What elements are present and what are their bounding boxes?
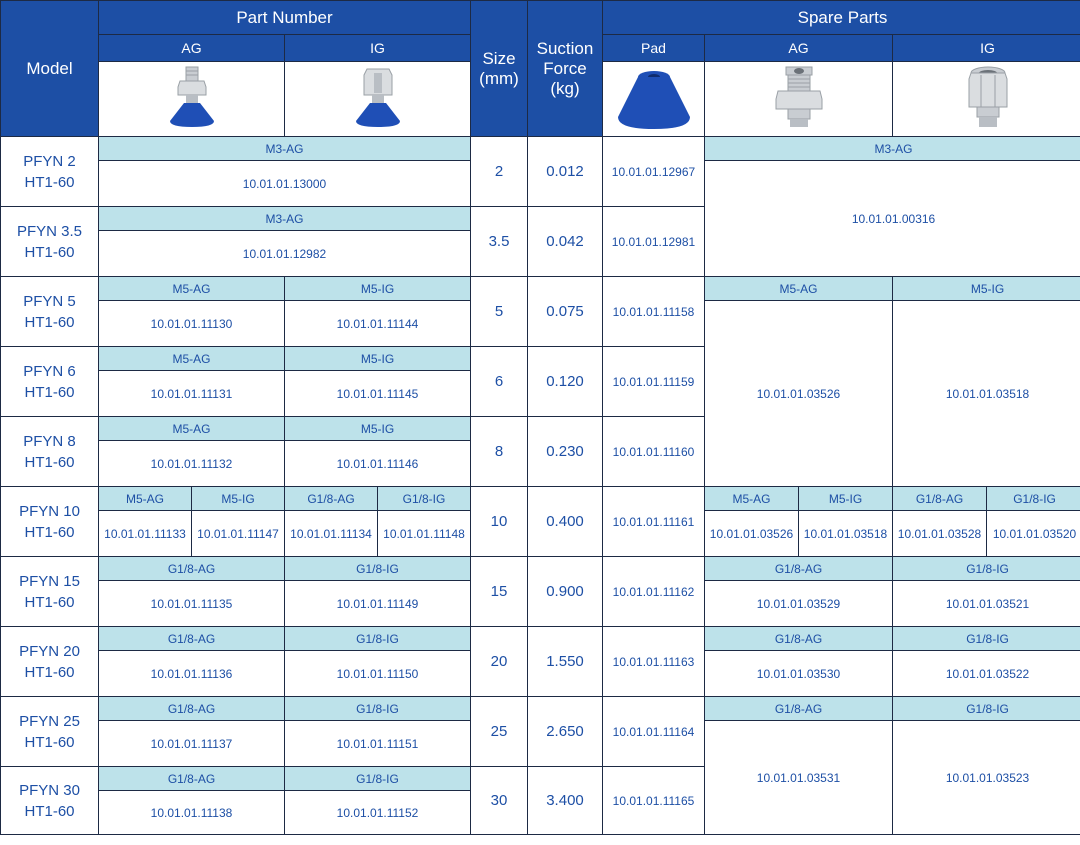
spare-label: M5-AG	[705, 277, 893, 301]
pad-number: 10.01.01.11159	[603, 347, 705, 417]
part-label: M5-IG	[285, 347, 471, 371]
model-cell: PFYN 3.5 HT1-60	[1, 207, 99, 277]
header-model: Model	[1, 1, 99, 137]
part-number: 10.01.01.11130	[99, 301, 285, 347]
header-pn-ig: IG	[285, 35, 471, 62]
model-cell: PFYN 8 HT1-60	[1, 417, 99, 487]
part-number: 10.01.01.11152	[285, 791, 471, 835]
model-cell: PFYN 2 HT1-60	[1, 137, 99, 207]
part-number: 10.01.01.11135	[99, 581, 285, 627]
size-cell: 6	[471, 347, 528, 417]
size-cell: 3.5	[471, 207, 528, 277]
part-number: 10.01.01.11151	[285, 721, 471, 767]
header-spare-parts: Spare Parts	[603, 1, 1080, 35]
force-cell: 3.400	[528, 767, 603, 835]
part-number: 10.01.01.11148	[378, 511, 471, 557]
spare-label: M5-IG	[799, 487, 893, 511]
part-label: G1/8-IG	[378, 487, 471, 511]
part-number: 10.01.01.11134	[285, 511, 378, 557]
spare-label: G1/8-IG	[893, 697, 1080, 721]
part-number: 10.01.01.11136	[99, 651, 285, 697]
ag-suction-cup-icon	[162, 65, 222, 133]
spare-number: 10.01.01.03528	[893, 511, 987, 557]
force-cell: 0.900	[528, 557, 603, 627]
part-label: G1/8-IG	[285, 557, 471, 581]
ig-suction-cup-icon	[348, 65, 408, 133]
spare-number: 10.01.01.03523	[893, 721, 1080, 835]
part-label: G1/8-IG	[285, 767, 471, 791]
part-label: M5-IG	[285, 277, 471, 301]
pad-number: 10.01.01.11163	[603, 627, 705, 697]
part-label: G1/8-AG	[285, 487, 378, 511]
size-cell: 10	[471, 487, 528, 557]
spare-ag-icon	[764, 65, 834, 133]
spare-number: 10.01.01.03518	[893, 301, 1080, 487]
header-part-number: Part Number	[99, 1, 471, 35]
spare-label: G1/8-AG	[893, 487, 987, 511]
size-cell: 20	[471, 627, 528, 697]
header-force-line-1: Suction	[536, 38, 594, 58]
part-label: M5-AG	[99, 347, 285, 371]
model-cell: PFYN 10 HT1-60	[1, 487, 99, 557]
spare-label: G1/8-AG	[705, 557, 893, 581]
part-label: M5-IG	[192, 487, 285, 511]
header-size-line-2: (mm)	[479, 68, 519, 88]
part-number: 10.01.01.11145	[285, 371, 471, 417]
force-cell: 0.075	[528, 277, 603, 347]
ig-suction-cup-image	[285, 62, 471, 137]
spare-number: 10.01.01.03521	[893, 581, 1080, 627]
spare-number: 10.01.01.03529	[705, 581, 893, 627]
size-cell: 2	[471, 137, 528, 207]
model-cell: PFYN 6 HT1-60	[1, 347, 99, 417]
part-label: M5-AG	[99, 487, 192, 511]
spare-label: G1/8-IG	[893, 557, 1080, 581]
spare-label: G1/8-IG	[987, 487, 1080, 511]
force-cell: 1.550	[528, 627, 603, 697]
part-label: G1/8-AG	[99, 767, 285, 791]
size-cell: 30	[471, 767, 528, 835]
header-size-line-1: Size	[482, 48, 516, 68]
spare-number: 10.01.01.03522	[893, 651, 1080, 697]
pad-number: 10.01.01.11164	[603, 697, 705, 767]
part-number: 10.01.01.11138	[99, 791, 285, 835]
spare-ag-image	[705, 62, 893, 137]
force-cell: 2.650	[528, 697, 603, 767]
model-cell: PFYN 15 HT1-60	[1, 557, 99, 627]
model-cell: PFYN 25 HT1-60	[1, 697, 99, 767]
spare-label: G1/8-AG	[705, 627, 893, 651]
header-force-line-2: Force	[543, 58, 587, 78]
part-number: 10.01.01.11131	[99, 371, 285, 417]
spare-number: 10.01.01.03520	[987, 511, 1080, 557]
part-number: 10.01.01.11144	[285, 301, 471, 347]
part-number: 10.01.01.11133	[99, 511, 192, 557]
part-number: 10.01.01.12982	[99, 231, 471, 277]
part-number: 10.01.01.11132	[99, 441, 285, 487]
ag-suction-cup-image	[99, 62, 285, 137]
part-label: M5-AG	[99, 277, 285, 301]
header-pad: Pad	[603, 35, 705, 62]
part-label: M5-AG	[99, 417, 285, 441]
part-number: 10.01.01.11146	[285, 441, 471, 487]
spare-label: M5-AG	[705, 487, 799, 511]
pad-image	[603, 62, 705, 137]
pad-number: 10.01.01.11160	[603, 417, 705, 487]
size-cell: 15	[471, 557, 528, 627]
pad-number: 10.01.01.11165	[603, 767, 705, 835]
part-number: 10.01.01.13000	[99, 161, 471, 207]
model-cell: PFYN 5 HT1-60	[1, 277, 99, 347]
part-number: 10.01.01.11150	[285, 651, 471, 697]
pad-number: 10.01.01.11162	[603, 557, 705, 627]
part-number: 10.01.01.11147	[192, 511, 285, 557]
pad-number: 10.01.01.11158	[603, 277, 705, 347]
part-label: G1/8-AG	[99, 697, 285, 721]
pad-number: 10.01.01.12981	[603, 207, 705, 277]
header-force-line-3: (kg)	[550, 78, 580, 98]
size-cell: 8	[471, 417, 528, 487]
part-label: G1/8-AG	[99, 557, 285, 581]
force-cell: 0.012	[528, 137, 603, 207]
part-label: G1/8-IG	[285, 627, 471, 651]
pad-number: 10.01.01.11161	[603, 487, 705, 557]
spare-label: M3-AG	[705, 137, 1080, 161]
header-size	[471, 1, 528, 137]
spare-number: 10.01.01.03526	[705, 511, 799, 557]
part-number: 10.01.01.11137	[99, 721, 285, 767]
pad-number: 10.01.01.12967	[603, 137, 705, 207]
part-label: G1/8-AG	[99, 627, 285, 651]
part-number: 10.01.01.11149	[285, 581, 471, 627]
spare-label: M5-IG	[893, 277, 1080, 301]
part-label: M5-IG	[285, 417, 471, 441]
header-spare-ag: AG	[705, 35, 893, 62]
model-cell: PFYN 30 HT1-60	[1, 767, 99, 835]
part-label: M3-AG	[99, 137, 471, 161]
model-cell: PFYN 20 HT1-60	[1, 627, 99, 697]
force-cell: 0.042	[528, 207, 603, 277]
spare-number: 10.01.01.03526	[705, 301, 893, 487]
header-spare-ig: IG	[893, 35, 1080, 62]
header-suction-force	[528, 1, 603, 137]
spare-ig-image	[893, 62, 1080, 137]
part-label: M3-AG	[99, 207, 471, 231]
spare-number: 10.01.01.03530	[705, 651, 893, 697]
part-label: G1/8-IG	[285, 697, 471, 721]
spare-number: 10.01.01.03531	[705, 721, 893, 835]
pad-icon	[612, 65, 696, 133]
header-pn-ag: AG	[99, 35, 285, 62]
spare-ig-icon	[953, 65, 1023, 133]
size-cell: 25	[471, 697, 528, 767]
force-cell: 0.120	[528, 347, 603, 417]
spare-label: G1/8-IG	[893, 627, 1080, 651]
force-cell: 0.230	[528, 417, 603, 487]
force-cell: 0.400	[528, 487, 603, 557]
spare-label: G1/8-AG	[705, 697, 893, 721]
size-cell: 5	[471, 277, 528, 347]
spare-number: 10.01.01.03518	[799, 511, 893, 557]
spare-number: 10.01.01.00316	[705, 161, 1080, 277]
